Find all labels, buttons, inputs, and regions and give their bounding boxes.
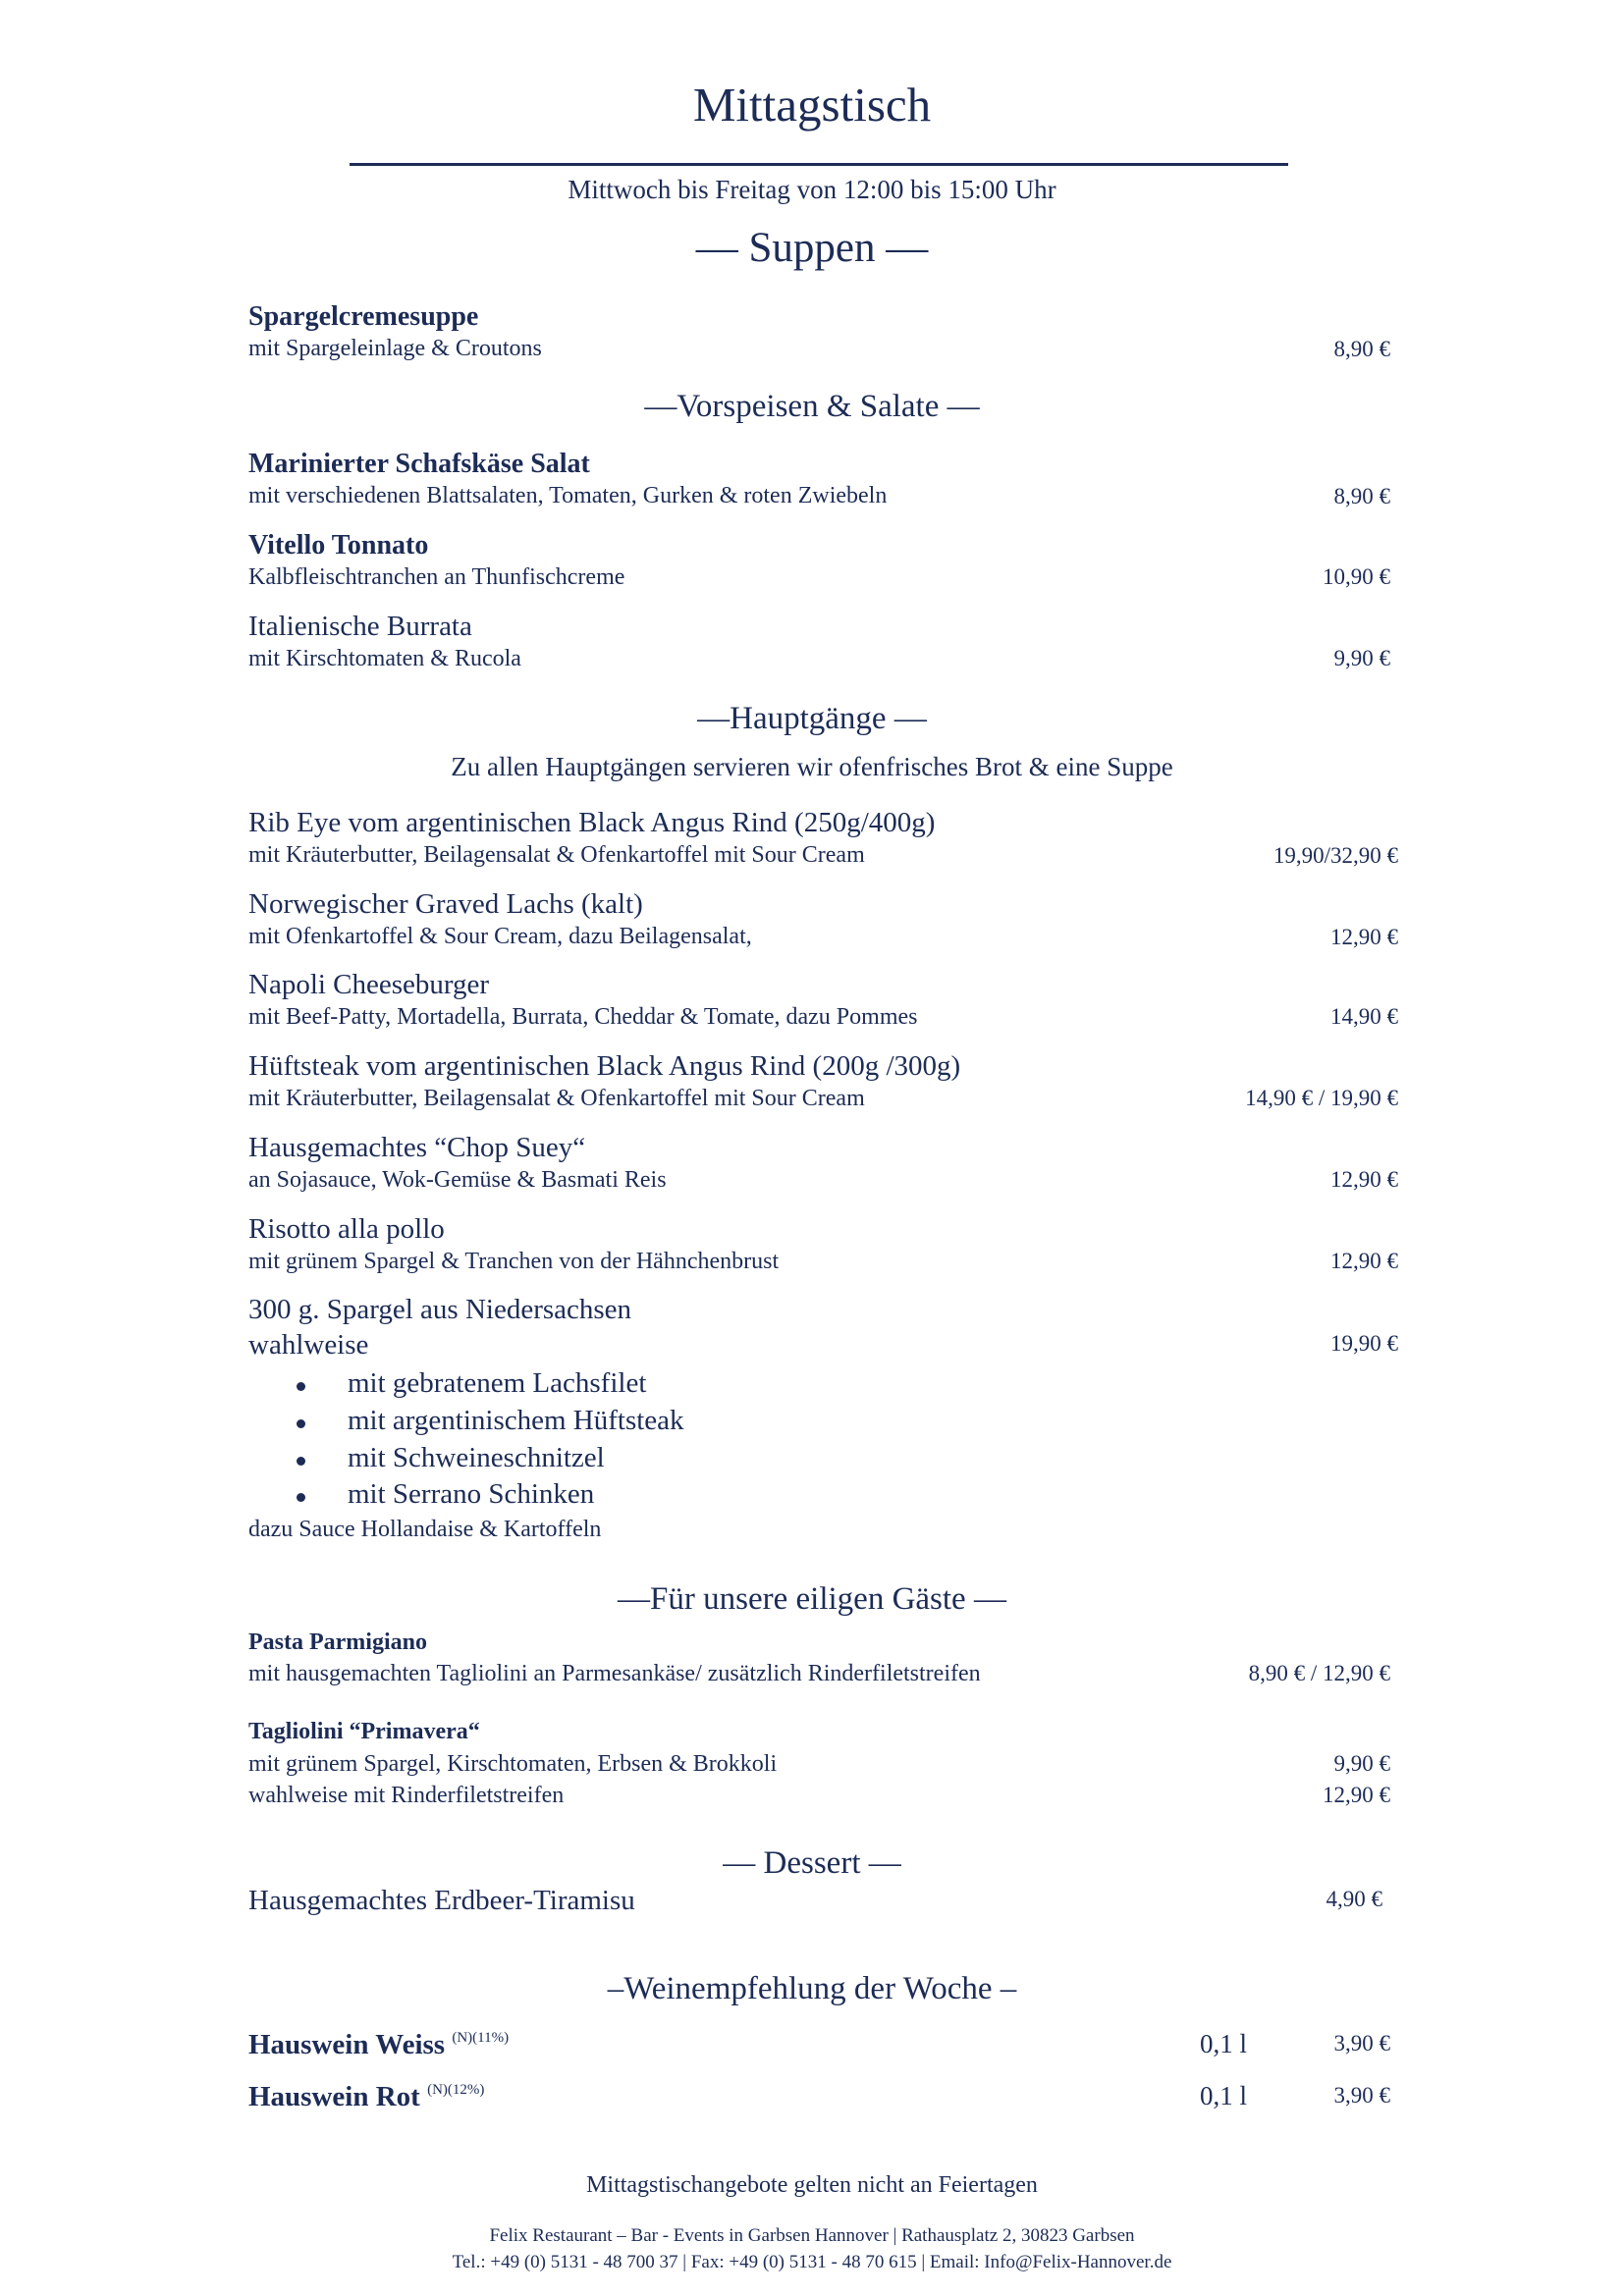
page-title: Mittagstisch [692, 78, 932, 132]
bullet-icon [297, 1493, 305, 1502]
list-item-label: mit argentinischem Hüftsteak [348, 1405, 684, 1436]
menu-item-price: 8,90 € / 12,90 € [1248, 1661, 1390, 1685]
menu-item-description: mit verschiedenen Blattsalaten, Tomaten, Gurken & roten Zwiebeln [248, 483, 888, 508]
menu-item-name: Italienische Burrata [248, 611, 472, 642]
menu-item-description: dazu Sauce Hollandaise & Kartoffeln [248, 1517, 602, 1542]
menu-item-price: 12,90 € [1330, 1249, 1398, 1273]
menu-item-price: 12,90 € [1323, 1783, 1390, 1807]
menu-item-name: Rib Eye vom argentinischen Black Angus Rind (250g/400g) [248, 807, 936, 838]
wine-volume: 0,1 l [1200, 2029, 1248, 2058]
bullet-icon [297, 1457, 305, 1466]
holiday-note: Mittagstischangebote gelten nicht an Feiertagen [586, 2172, 1038, 2198]
wine-volume: 0,1 l [1200, 2081, 1248, 2110]
menu-item-name: Spargelcremesuppe [248, 301, 479, 332]
menu-item-description: mit Kräuterbutter, Beilagensalat & Ofenkartoffel mit Sour Cream [248, 1086, 865, 1111]
menu-item-name: Norwegischer Graved Lachs (kalt) [248, 888, 643, 920]
menu-item-description: an Sojasauce, Wok-Gemüse & Basmati Reis [248, 1167, 667, 1193]
menu-item-price: 19,90/32,90 € [1272, 843, 1398, 868]
footer-address: Felix Restaurant – Bar - Events in Garbsen Hannover | Rathausplatz 2, 30823 Garbsen [489, 2225, 1135, 2246]
wine-item-name [248, 2029, 509, 2061]
menu-item-description: mit grünem Spargel, Kirschtomaten, Erbsen & Brokkoli [248, 1751, 778, 1777]
section-heading-dessert: — Dessert — [723, 1845, 901, 1881]
menu-item-price: 8,90 € [1333, 337, 1390, 361]
menu-item-name: Hausgemachtes Erdbeer-Tiramisu [248, 1885, 635, 1916]
menu-item-price: 12,90 € [1330, 1167, 1398, 1192]
menu-item-price: 4,90 € [1326, 1887, 1382, 1911]
menu-item-name: 300 g. Spargel aus Niedersachsen [248, 1294, 632, 1325]
list-item-label: mit Serrano Schinken [348, 1478, 595, 1510]
menu-item-name: Marinierter Schafskäse Salat [248, 449, 590, 479]
menu-item-subtitle: wahlweise [248, 1329, 369, 1361]
menu-item-description: wahlweise mit Rinderfiletstreifen [248, 1783, 565, 1808]
menu-item-description: mit Ofenkartoffel & Sour Cream, dazu Beilagensalat, [248, 924, 752, 949]
opening-hours: Mittwoch bis Freitag von 12:00 bis 15:00 Uhr [568, 175, 1056, 204]
list-item-label: mit gebratenem Lachsfilet [348, 1367, 647, 1399]
menu-item-description: mit hausgemachten Tagliolini an Parmesankäse/ zusätzlich Rinderfiletstreifen [248, 1661, 981, 1686]
menu-item-name: Napoli Cheeseburger [248, 969, 490, 1000]
bullet-icon [297, 1419, 305, 1428]
menu-item-description: mit Kirschtomaten & Rucola [248, 646, 521, 671]
menu-item-price: 9,90 € [1333, 646, 1390, 670]
menu-item-name: Hausgemachtes “Chop Suey“ [248, 1132, 586, 1163]
menu-item-price: 14,90 € / 19,90 € [1245, 1086, 1398, 1110]
wine-item-name [248, 2081, 484, 2113]
wine-note: (N)(11%) [452, 2030, 510, 2046]
menu-item-price: 12,90 € [1330, 925, 1398, 949]
menu-item-name: Tagliolini “Primavera“ [248, 1719, 480, 1744]
menu-item-description: Kalbfleischtranchen an Thunfischcreme [248, 564, 625, 590]
menu-item-description: mit grünem Spargel & Tranchen von der Hähnchenbrust [248, 1249, 780, 1274]
menu-item-name: Hüftsteak vom argentinischen Black Angus Rind (200g /300g) [248, 1050, 961, 1082]
list-item-label: mit Schweineschnitzel [348, 1442, 605, 1473]
wine-price: 3,90 € [1333, 2083, 1390, 2108]
wine-name-label: Hauswein Rot [248, 2081, 420, 2112]
title-divider [350, 163, 1288, 166]
menu-item-description: mit Kräuterbutter, Beilagensalat & Ofenkartoffel mit Sour Cream [248, 842, 865, 868]
menu-item-price: 14,90 € [1330, 1004, 1398, 1029]
menu-item-price: 10,90 € [1323, 564, 1390, 589]
wine-price: 3,90 € [1333, 2031, 1390, 2056]
menu-item-description: mit Beef-Patty, Mortadella, Burrata, Cheddar & Tomate, dazu Pommes [248, 1004, 918, 1030]
menu-item-name: Pasta Parmigiano [248, 1629, 427, 1655]
footer-contact: Tel.: +49 (0) 5131 - 48 700 37 | Fax: +49 (0) 5131 - 48 70 615 | Email: Info@Felix-Hannover.de [452, 2252, 1172, 2272]
menu-item-price: 19,90 € [1330, 1331, 1398, 1356]
section-heading-vorspeisen: —Vorspeisen & Salate — [644, 389, 980, 424]
section-heading-wein: –Weinempfehlung der Woche – [607, 1971, 1017, 2006]
menu-item-name: Vitello Tonnato [248, 530, 429, 561]
menu-item-name: Risotto alla pollo [248, 1213, 445, 1245]
section-heading-eilige-gaeste: —Für unsere eiligen Gäste — [618, 1581, 1006, 1617]
wine-note: (N)(12%) [427, 2082, 485, 2098]
wine-name-label: Hauswein Weiss [248, 2029, 446, 2060]
bullet-icon [297, 1382, 305, 1391]
section-subtitle: Zu allen Hauptgängen servieren wir ofenfrisches Brot & eine Suppe [451, 752, 1173, 781]
section-heading-suppen: — Suppen — [695, 225, 929, 271]
menu-item-description: mit Spargeleinlage & Croutons [248, 336, 542, 361]
menu-item-price: 9,90 € [1333, 1751, 1390, 1776]
menu-item-price: 8,90 € [1333, 484, 1390, 508]
section-heading-hauptgaenge: —Hauptgänge — [697, 701, 927, 736]
